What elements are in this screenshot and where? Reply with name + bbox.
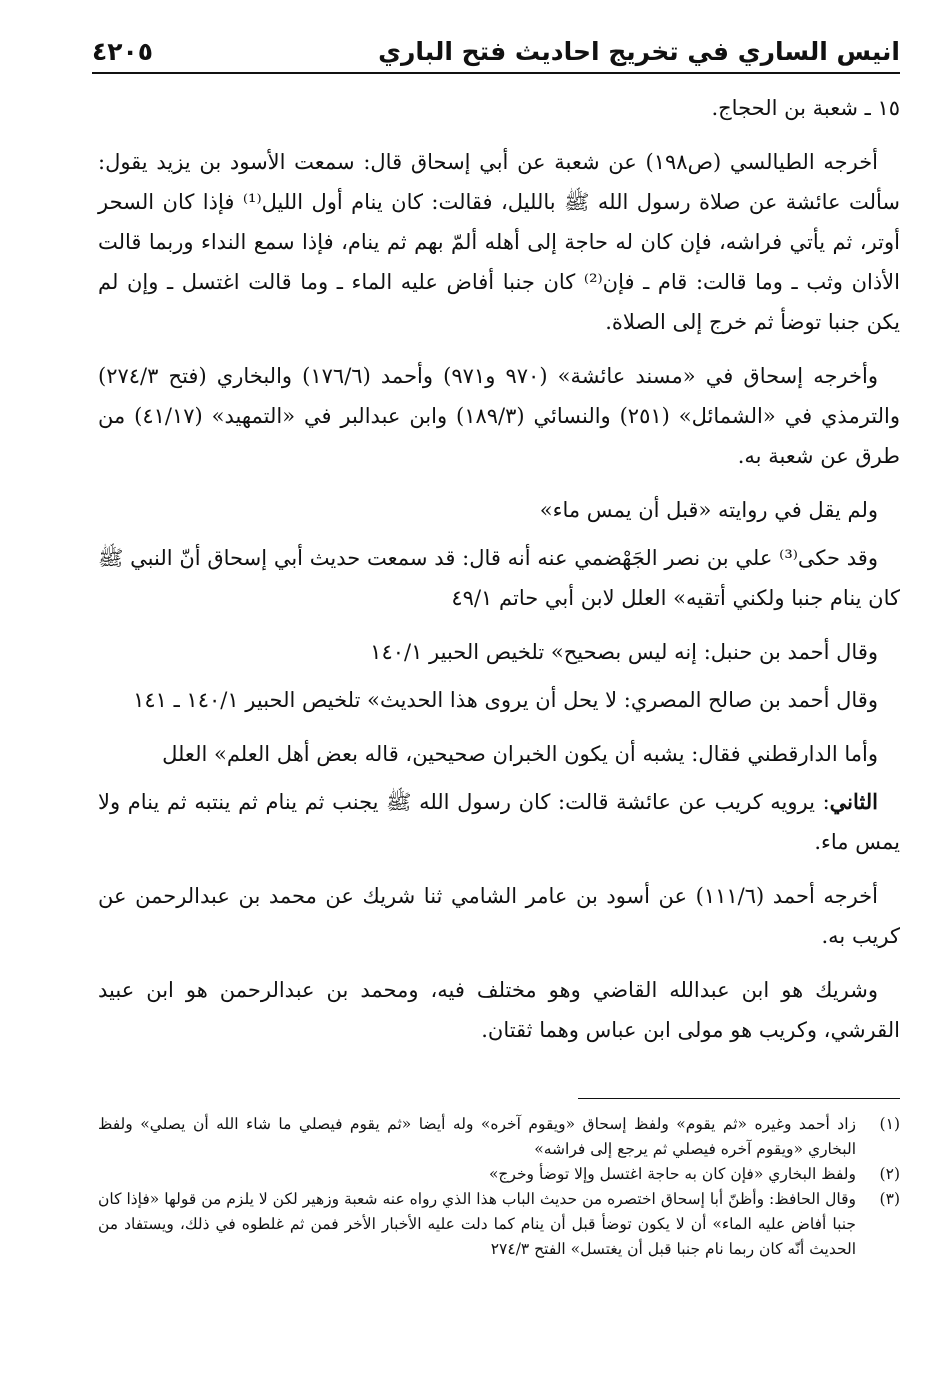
- paragraph: وشريك هو ابن عبدالله القاضي وهو مختلف فيه، ومحمد بن عبدالرحمن هو ابن عبيد القرشي، وكريب هو مولى ابن عباس وهما ثقتان.: [98, 978, 900, 1042]
- running-title: انيس الساري في تخريج احاديث فتح الباري: [378, 37, 900, 66]
- footnote: [98, 1112, 900, 1162]
- paragraph: وأخرجه إسحاق في «مسند عائشة» (٩٧٠ و٩٧١) وأحمد (١٧٦/٦) والبخاري (فتح ٢٧٤/٣) والترمذي في «الشمائل» (٢٥١) والنسائي (١٨٩/٣) وابن عبدالبر في «التمهيد» (٤١/١٧) من طرق عن شعبة به.: [98, 364, 901, 468]
- second-route-text: : يرويه كريب عن عائشة قالت: كان رسول الله ﷺ يجنب ثم ينام ثم ينتبه ثم ينام ولا يمس ماء.: [98, 790, 900, 854]
- footnote: [98, 1187, 900, 1262]
- page-number: ٤٢٠٥: [92, 37, 154, 66]
- page-header: [92, 20, 900, 74]
- main-text: [98, 88, 900, 1064]
- paragraph: وقال أحمد بن صالح المصري: لا يحل أن يروى هذا الحديث» تلخيص الحبير ١٤٠/١ ـ ١٤١: [133, 688, 878, 712]
- paragraph: وقد حكى⁽³⁾ علي بن نصر الجَهْضمي عنه أنه قال: قد سمعت حديث أبي إسحاق أنّ النبي ﷺ كان ينام جنبا ولكني أتقيه» العلل لابن أبي حاتم ٤٩/١: [98, 546, 900, 610]
- footnote-text: ولفظ البخاري «فإن كان به حاجة اغتسل وإلا توضأ وخرج»: [488, 1165, 856, 1183]
- footnote-text: وقال الحافظ: وأظنّ أبا إسحاق اختصره من حديث الباب هذا الذي رواه عنه شعبة وزهير لكن لا يلزم من قولها «فإذا كان جنبا أفاض عليه الماء» أن لا يكون توضأ قبل أن ينام كما دلت عليه الأخبار الأخر فمن ثم غلطوه في ذلك، ويستفاد من الحديث أنّه كان ربما نام جنبا قبل أن يغتسل» الفتح ٢٧٤/٣: [98, 1190, 856, 1258]
- footnote: [98, 1162, 900, 1187]
- footnote-number: (٣): [879, 1190, 900, 1208]
- footnote-number: (٢): [879, 1165, 900, 1183]
- paragraph: وقال أحمد بن حنبل: إنه ليس بصحيح» تلخيص الحبير ١٤٠/١: [370, 640, 878, 664]
- paragraph-second-route: [98, 782, 900, 862]
- footnote-number: (١): [879, 1115, 900, 1133]
- second-route-label: الثاني: [829, 789, 878, 814]
- paragraph: ولم يقل في روايته «قبل أن يمس ماء»: [539, 498, 878, 522]
- paragraph: وأما الدارقطني فقال: يشبه أن يكون الخبران صحيحين، قاله بعض أهل العلم» العلل: [162, 742, 878, 766]
- paragraph: أخرجه أحمد (١١١/٦) عن أسود بن عامر الشامي ثنا شريك عن محمد بن عبدالرحمن عن كريب به.: [98, 884, 900, 948]
- section-heading: ١٥ ـ شعبة بن الحجاج.: [711, 96, 900, 120]
- footnotes: [98, 1112, 900, 1262]
- footnote-separator: [578, 1098, 900, 1099]
- paragraph: أخرجه الطيالسي (ص١٩٨) عن شعبة عن أبي إسحاق قال: سمعت الأسود بن يزيد يقول: سألت عائشة عن صلاة رسول الله ﷺ بالليل، فقالت: كان ينام أول الليل⁽¹⁾ فإذا كان السحر أوتر، ثم يأتي فراشه، فإن كان له حاجة إلى أهله ألمّ بهم ثم ينام، فإذا سمع النداء وربما قالت الأذان وثب ـ وما قالت: قام ـ فإن⁽²⁾ كان جنبا أفاض عليه الماء ـ وما قالت اغتسل ـ وإن لم يكن جنبا توضأ ثم خرج إلى الصلاة.: [98, 150, 901, 334]
- footnote-text: زاد أحمد وغيره «ثم يقوم» ولفظ إسحاق «ويقوم آخره» وله أيضا «ثم يقوم فيصلي ما شاء الله أن يصلي» ولفظ البخاري «ويقوم آخره فيصلي ثم يرجع إلى فراشه»: [98, 1115, 856, 1158]
